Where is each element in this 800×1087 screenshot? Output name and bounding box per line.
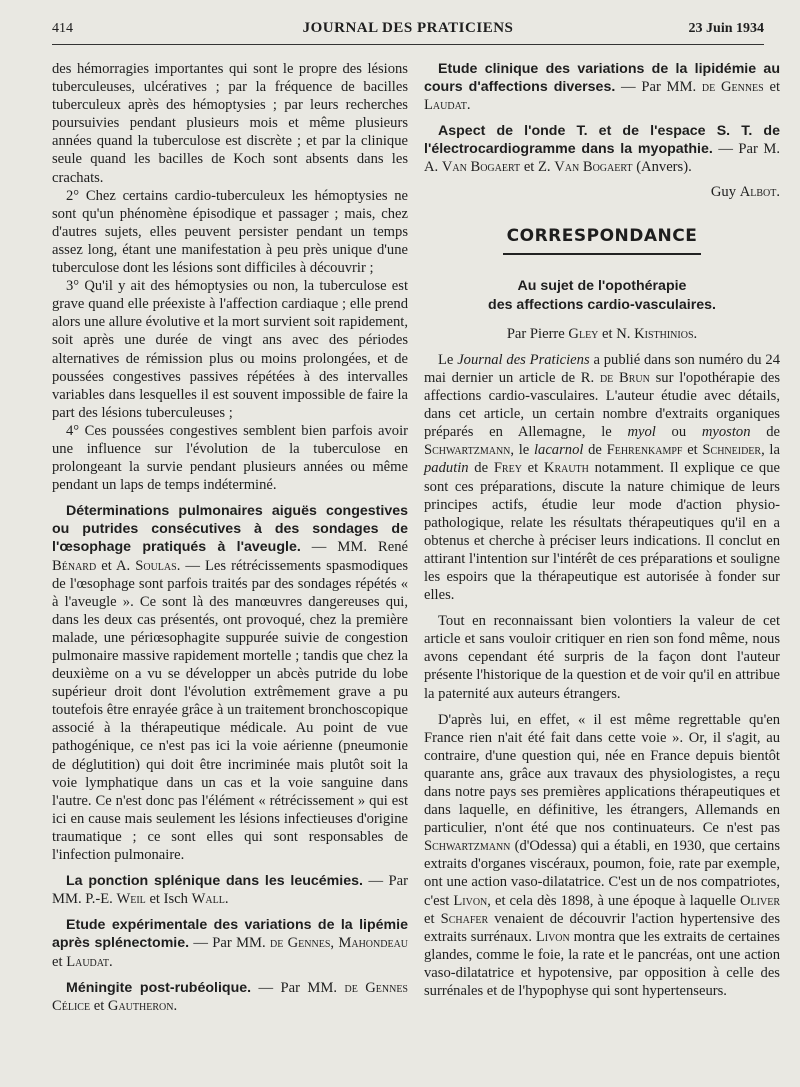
- signature: Guy Albot.: [710, 183, 780, 200]
- paragraph-point-2: 2° Chez certains cardio-tuberculeux les hémoptysies ne sont qu'un phénomène épisodique et passager ; mais, chez d'autres sujets, elles peuvent persister pendant un temps assez long, étant une manifestation à peu près unique d'une tuberculose dont les lésions sont difficiles à découvrir ;: [52, 187, 408, 277]
- article-paragraph-1: Le Journal des Praticiens a publié dans son numéro du 24 mai dernier un article de R. de Brun sur l'opothérapie des affections cardio-vasculaires. L'auteur étudie avec détails, dans cet article, un certain nombre d'extraits organiques préparés en Allemagne, le myol ou myoston de Schwartzmann, le lacarnol de Fehrenkampf et Schneider, la padutin de Frey et Krauth notamment. Il explique ce que sont ces préparations, discute la nature chimique de leurs principes actifs, étudie leur mode d'action physio-pathologique, relate les résultats thérapeutiques qu'il en a obtenus et cherche à préciser leurs indications. Il conclut en attirant l'intention sur l'intérêt de ces préparations et souligne les espoirs que la thérapeutique est autorisée à fonder sur elles.: [424, 351, 781, 604]
- abstract-meningite: Méningite post-rubéolique. — Par MM. de Gennes Célice et Gautheron.: [52, 979, 408, 1014]
- paragraph-point-4: 4° Ces poussées congestives semblent bien parfois avoir une influence sur l'évolution de la tuberculose en prolongeant la survie pendant plusieurs années ou même pendant un laps de temps indéterminé.: [52, 422, 408, 494]
- page-number: 414: [52, 21, 73, 36]
- left-column: [52, 60, 408, 1015]
- paragraph-continuation: des hémorragies importantes qui sont le propre des lésions tuberculeuses, ulcératives ; par la fréquence de bacilles tuberculeux après des hémoptysies ; par leurs recherches poursuivies pendant plusieurs mois et même plusieurs années quand la tuberculose est discrète ; et par la clinique seule quand les bacilles de Koch sont absents dans les crachats.: [52, 61, 408, 186]
- abstract-oesophage: Déterminations pulmonaires aiguës congestives ou putrides consécutives à des sondages de l'œsophage pratiqués à l'aveugle. — MM. René Bénard et A. Soulas. — Les rétrécissements spasmodiques de l'œsophage sont parfois traités par des sondages répétés « à l'aveugle ». Ce sont là des manœuvres dangereuses qui, dans les deux cas présentés, ont provoqué, chez la première malade, une périœsophagite suppurée suivie de congestion pulmonaire massive rapidement mortelle ; tandis que chez la deuxième on a vu se développer un abcès putride du lobe supérieur droit dont l'évolution extrêmement grave a pu toutefois être enrayée grâce à un traitement bronchoscopique associé à la thérapeutique médicale. Au point de vue pathogénique, ce n'est pas ici la voie aérienne (pneumonie de déglutition) qui doit être incriminée mais plutôt soit la voie lymphatique dans un cas et la voie sanguine dans l'autre. Ce n'est donc pas l'élément « rétrécissement » qui est ici en cause mais seulement les lésions infectieuses d'origine traumatique ; ce sont elles qui sont responsables de l'infection pulmonaire.: [52, 503, 409, 864]
- section-title: Aspect de l'onde T. et de l'espace S. T. de l'électrocardiogramme dans la myopathie.: [424, 123, 780, 158]
- article-byline: Par Pierre Gley et N. Kisthinios.: [506, 325, 698, 342]
- abstract-lipidemie: Etude clinique des variations de la lipidémie au cours d'affections diverses. — Par MM. de Gennes et Laudat.: [424, 61, 781, 114]
- article-title: Au sujet de l'opothérapie des affections cardio-vasculaires.: [488, 277, 716, 313]
- paragraph-point-3: 3° Qu'il y ait des hémoptysies ou non, la tuberculose est grave quand elle préexiste à l'affection cardiaque ; elle prend alors une allure évolutive et la mort survient soit rapidement, soit après une durée de vingt ans avec des périodes alternatives de rémission plus ou moins prolongées, et de poussées congestives passives répétées à des intervalles variables dans lesquelles il est souvent impossible de faire la part des lésions tuberculeuses ;: [52, 278, 408, 421]
- abstract-ponction: La ponction splénique dans les leucémies. — Par MM. P.-E. Weil et Isch Wall.: [52, 873, 408, 908]
- abstract-electrocardiogramme: Aspect de l'onde T. et de l'espace S. T. de l'électrocardiogramme dans la myopathie. — Par M. A. Van Bogaert et Z. Van Bogaert (Anvers).: [424, 123, 780, 176]
- journal-title: JOURNAL DES PRATICIENS: [302, 20, 514, 36]
- correspondance-heading-wrap: [424, 227, 780, 255]
- issue-date: 23 Juin 1934: [688, 21, 764, 36]
- section-title: Méningite post-rubéolique.: [66, 979, 252, 996]
- section-title: Etude clinique des variations de la lipidémie au cours d'affections diverses.: [424, 61, 780, 96]
- abstract-lipemie: Etude expérimentale des variations de la lipémie après splénectomie. — Par MM. de Gennes, Mahondeau et Laudat.: [52, 917, 409, 970]
- section-title: La ponction splénique dans les leucémies.: [66, 873, 363, 890]
- section-title: Etude expérimentale des variations de la lipémie après splénectomie.: [52, 917, 408, 952]
- article-paragraph-2: Tout en reconnaissant bien volontiers la valeur de cet article et sans vouloir critiquer en rien son fond même, nous avons cependant été surpris de la façon dont l'auteur présente l'historique de la question et de voir qu'il en attribue la paternité aux auteurs étrangers.: [424, 613, 780, 702]
- right-column: [424, 60, 780, 1000]
- running-header: [52, 18, 764, 45]
- section-title: Déterminations pulmonaires aiguës congestives ou putrides consécutives à des sondages de l'œsophage pratiqués à l'aveugle.: [52, 503, 408, 556]
- article-paragraph-3: D'après lui, en effet, « il est même regrettable qu'en France rien n'ait été fait dans cette voie ». Or, il s'agit, au contraire, d'une question qui, née en France depuis bientôt quarante ans, grâce aux travaux des physiologistes, a reçu dans notre pays ses premières applications thérapeutiques et dans laquelle, en définitive, les étrangers, Allemands en particulier, n'ont été que nos continuateurs. Ce n'est pas Schwartzmann (d'Odessa) qui a établi, en 1930, que certains extraits d'organes viscéraux, poumon, foie, rate par exemple, ont une action vaso-dilatatrice. C'est un de nos compatriotes, c'est Livon, et cela dès 1898, à une époque à laquelle Oliver et Schafer venaient de découvrir l'action hypertensive des extraits surrénaux. Livon montra que les extraits de certaines glandes, comme le foie, la rate et le pancréas, ont une action vaso-dilatatrice et hypotensive, par opposition à celle des surrénales et de l'hypophyse qui sont hypertenseurs.: [424, 711, 780, 1000]
- correspondance-heading: CORRESPONDANCE: [503, 227, 702, 255]
